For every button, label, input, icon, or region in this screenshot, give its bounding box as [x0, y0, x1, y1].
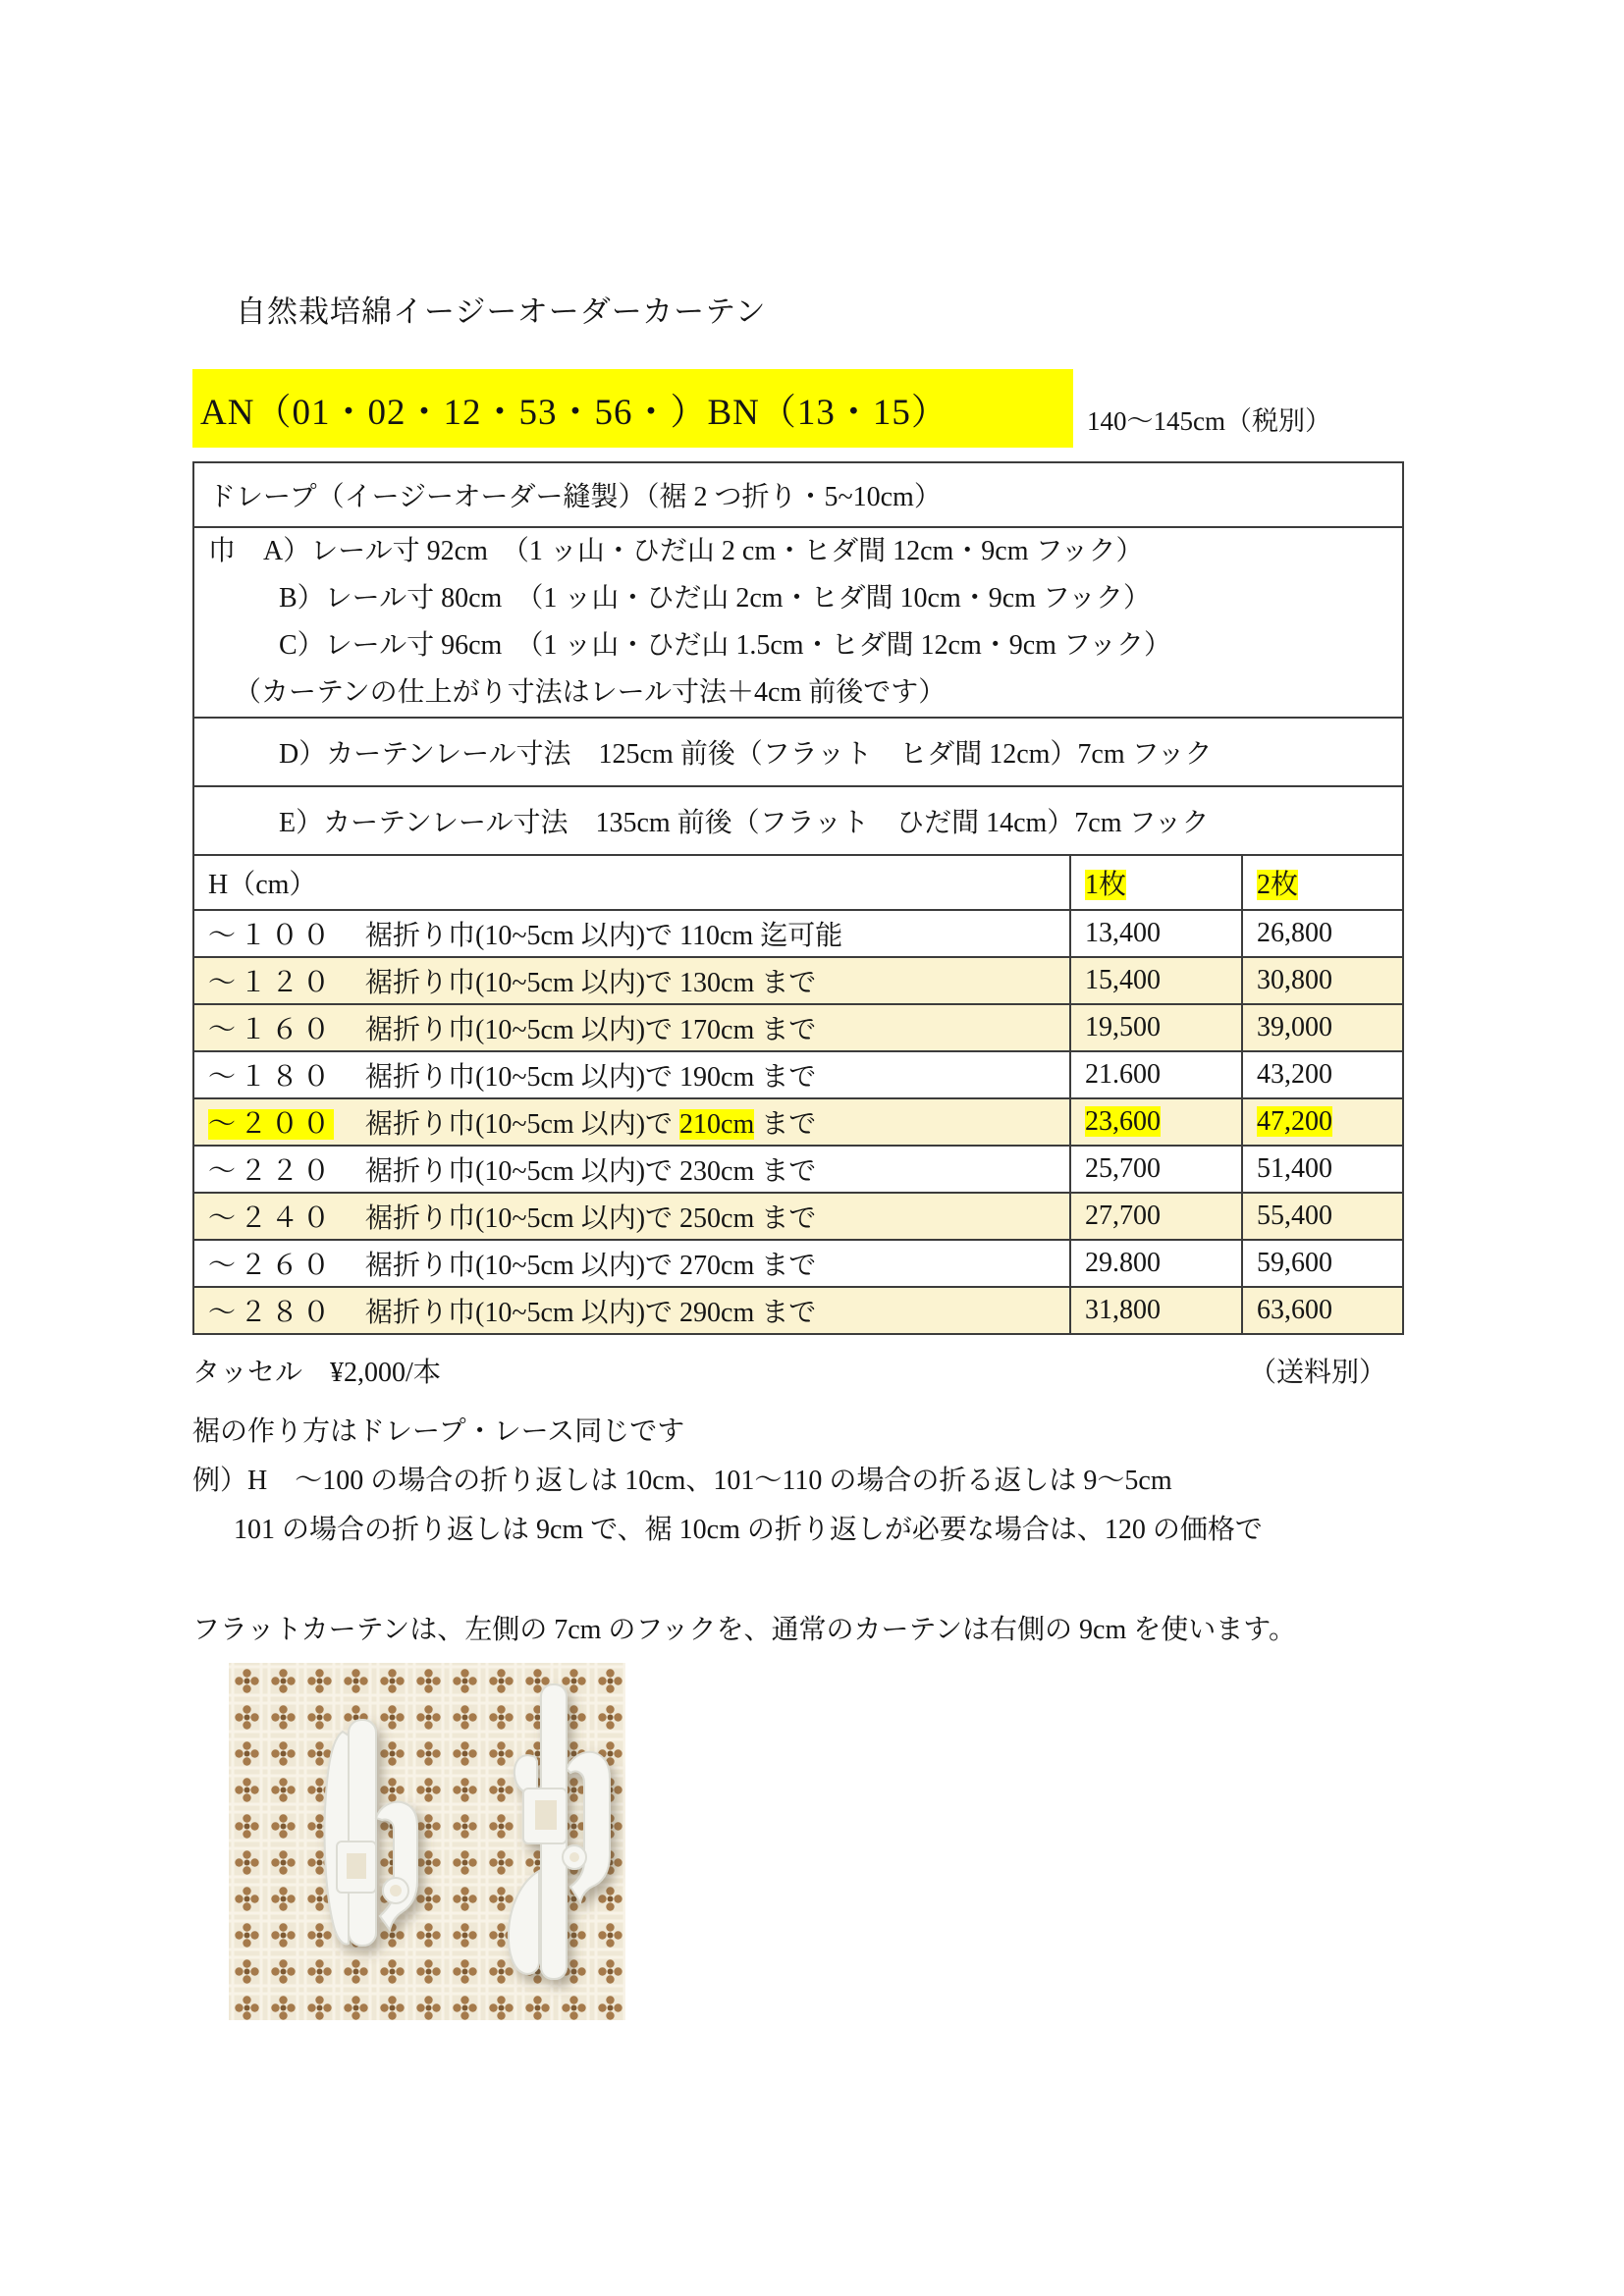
rail-spec-row: [193, 527, 1403, 718]
height-range: ～２４０: [208, 1203, 335, 1234]
price-1panel-cell: 25,700: [1070, 1146, 1242, 1193]
price-row-240: [193, 1193, 1403, 1240]
one-panel-column-header: 1枚: [1070, 855, 1242, 910]
price-2panel-cell: [1242, 1098, 1403, 1146]
rail-spec-row-e: [193, 786, 1403, 855]
tassel-price: タッセル ¥2,000/本: [192, 1358, 441, 1388]
price-2panel-cell: 59,600: [1242, 1240, 1403, 1287]
height-desc-cell: [193, 1193, 1070, 1240]
price-2panel-cell: 30,800: [1242, 957, 1403, 1004]
height-range: ～１８０: [208, 1062, 335, 1093]
height-desc-pre: 裾折り巾(10~5cm 以内)で: [365, 1109, 680, 1140]
height-range: ～２６０: [208, 1251, 335, 1281]
rail-spec-line-a: [208, 528, 1398, 575]
price-row-200-highlighted: [193, 1098, 1403, 1146]
drape-spec-row: [193, 462, 1403, 527]
height-range: ～１２０: [208, 968, 335, 998]
price-1panel-highlight: 23,600: [1085, 1106, 1161, 1137]
curtain-spec-price-table: [192, 461, 1404, 1335]
price-row-280: [193, 1287, 1403, 1334]
page-title: 自然栽培綿イージーオーダーカーテン: [236, 294, 767, 329]
fold-example-line1: 例）H ～100 の場合の折り返しは 10cm、101～110 の場合の折る返しは 9～5cm: [192, 1466, 1172, 1496]
curtain-hooks-photo: [229, 1663, 625, 2020]
price-1panel-cell: 19,500: [1070, 1004, 1242, 1051]
height-desc-highlight: 210cm: [679, 1109, 755, 1140]
height-desc-cell: [193, 1287, 1070, 1334]
height-desc: 裾折り巾(10~5cm 以内)で 290cm まで: [365, 1298, 817, 1328]
height-desc-cell: [193, 1098, 1070, 1146]
height-range: ～１００: [208, 921, 335, 951]
finished-size-note: （カーテンの仕上がり寸法はレール寸法＋4cm 前後です）: [234, 677, 947, 708]
price-2panel-cell: 55,400: [1242, 1193, 1403, 1240]
height-desc-cell: [193, 1051, 1070, 1098]
document-content: [192, 291, 1402, 2020]
height-range-highlight: ～２００: [208, 1109, 335, 1140]
price-1panel-cell: 13,400: [1070, 910, 1242, 957]
height-desc-cell: [193, 1004, 1070, 1051]
height-desc-cell: [193, 1146, 1070, 1193]
rail-spec-cell: [193, 527, 1403, 718]
product-code-header: [192, 369, 1402, 448]
height-range: ～１６０: [208, 1015, 335, 1045]
height-range: ～２２０: [208, 1156, 335, 1187]
price-row-100: [193, 910, 1403, 957]
price-1panel-cell: 31,800: [1070, 1287, 1242, 1334]
rail-spec-d-cell: D）カーテンレール寸法 125cm 前後（フラット ヒダ間 12cm）7cm フック: [193, 718, 1403, 786]
height-desc: 裾折り巾(10~5cm 以内)で 130cm まで: [365, 968, 817, 998]
rail-spec-row-d: [193, 718, 1403, 786]
height-desc-cell: [193, 1240, 1070, 1287]
height-desc-post: まで: [754, 1109, 817, 1140]
height-desc: 裾折り巾(10~5cm 以内)で 230cm まで: [365, 1156, 817, 1187]
price-row-160: [193, 1004, 1403, 1051]
product-code-highlight: AN（01・02・12・53・56・）BN（13・15）: [192, 369, 1073, 448]
height-desc: 裾折り巾(10~5cm 以内)で 110cm 迄可能: [365, 921, 843, 951]
height-desc: 裾折り巾(10~5cm 以内)で 250cm まで: [365, 1203, 817, 1234]
price-row-120: [193, 957, 1403, 1004]
height-desc: 裾折り巾(10~5cm 以内)で 270cm まで: [365, 1251, 817, 1281]
price-1panel-cell: 29.800: [1070, 1240, 1242, 1287]
two-panel-column-header: 2枚: [1242, 855, 1403, 910]
price-2panel-cell: 63,600: [1242, 1287, 1403, 1334]
shipping-note: （送料別）: [1248, 1358, 1386, 1388]
drape-spec-cell: ドレープ（イージーオーダー縫製）（裾 2 つ折り・5~10cm）: [193, 462, 1403, 527]
price-2panel-cell: 26,800: [1242, 910, 1403, 957]
rail-spec-e-cell: E）カーテンレール寸法 135cm 前後（フラット ひだ間 14cm）7cm フック: [193, 786, 1403, 855]
height-column-header: H（cm）: [193, 855, 1070, 910]
height-desc-cell: [193, 957, 1070, 1004]
fabric-width-note: 140〜145cm（税別）: [1087, 406, 1331, 436]
fold-example-line2: 101 の場合の折り返しは 9cm で、裾 10cm の折り返しが必要な場合は、120 の価格で: [234, 1515, 1263, 1545]
price-1panel-cell: 27,700: [1070, 1193, 1242, 1240]
height-range: ～２８０: [208, 1298, 335, 1328]
price-row-220: [193, 1146, 1403, 1193]
price-2panel-cell: 51,400: [1242, 1146, 1403, 1193]
price-table-header-row: [193, 855, 1403, 910]
price-1panel-cell: 21.600: [1070, 1051, 1242, 1098]
tassel-price-line: [192, 1349, 1402, 1398]
price-2panel-cell: 43,200: [1242, 1051, 1403, 1098]
price-2panel-cell: 39,000: [1242, 1004, 1403, 1051]
flat-hook-note: フラットカーテンは、左側の 7cm のフックを、通常のカーテンは右側の 9cm を使います。: [192, 1615, 1297, 1645]
price-2panel-highlight: 47,200: [1257, 1106, 1332, 1137]
price-row-180: [193, 1051, 1403, 1098]
width-kanji-label: 巾: [208, 536, 237, 566]
rail-spec-line-b: B）レール寸 80cm （1 ッ山・ひだ山 2cm・ヒダ間 10cm・9cm フック）: [279, 583, 1151, 614]
rail-spec-line-c: C）レール寸 96cm （1 ッ山・ひだ山 1.5cm・ヒダ間 12cm・9cm フック）: [279, 630, 1171, 661]
height-desc-cell: [193, 910, 1070, 957]
price-1panel-cell: 15,400: [1070, 957, 1242, 1004]
rail-spec-a-text: A）レール寸 92cm （1 ッ山・ひだ山 2 cm・ヒダ間 12cm・9cm フック）: [263, 536, 1144, 566]
height-desc: 裾折り巾(10~5cm 以内)で 170cm まで: [365, 1015, 817, 1045]
price-row-260: [193, 1240, 1403, 1287]
height-desc: 裾折り巾(10~5cm 以内)で 190cm まで: [365, 1062, 817, 1093]
price-1panel-cell: [1070, 1098, 1242, 1146]
hem-note: 裾の作り方はドレープ・レース同じです: [192, 1416, 685, 1447]
